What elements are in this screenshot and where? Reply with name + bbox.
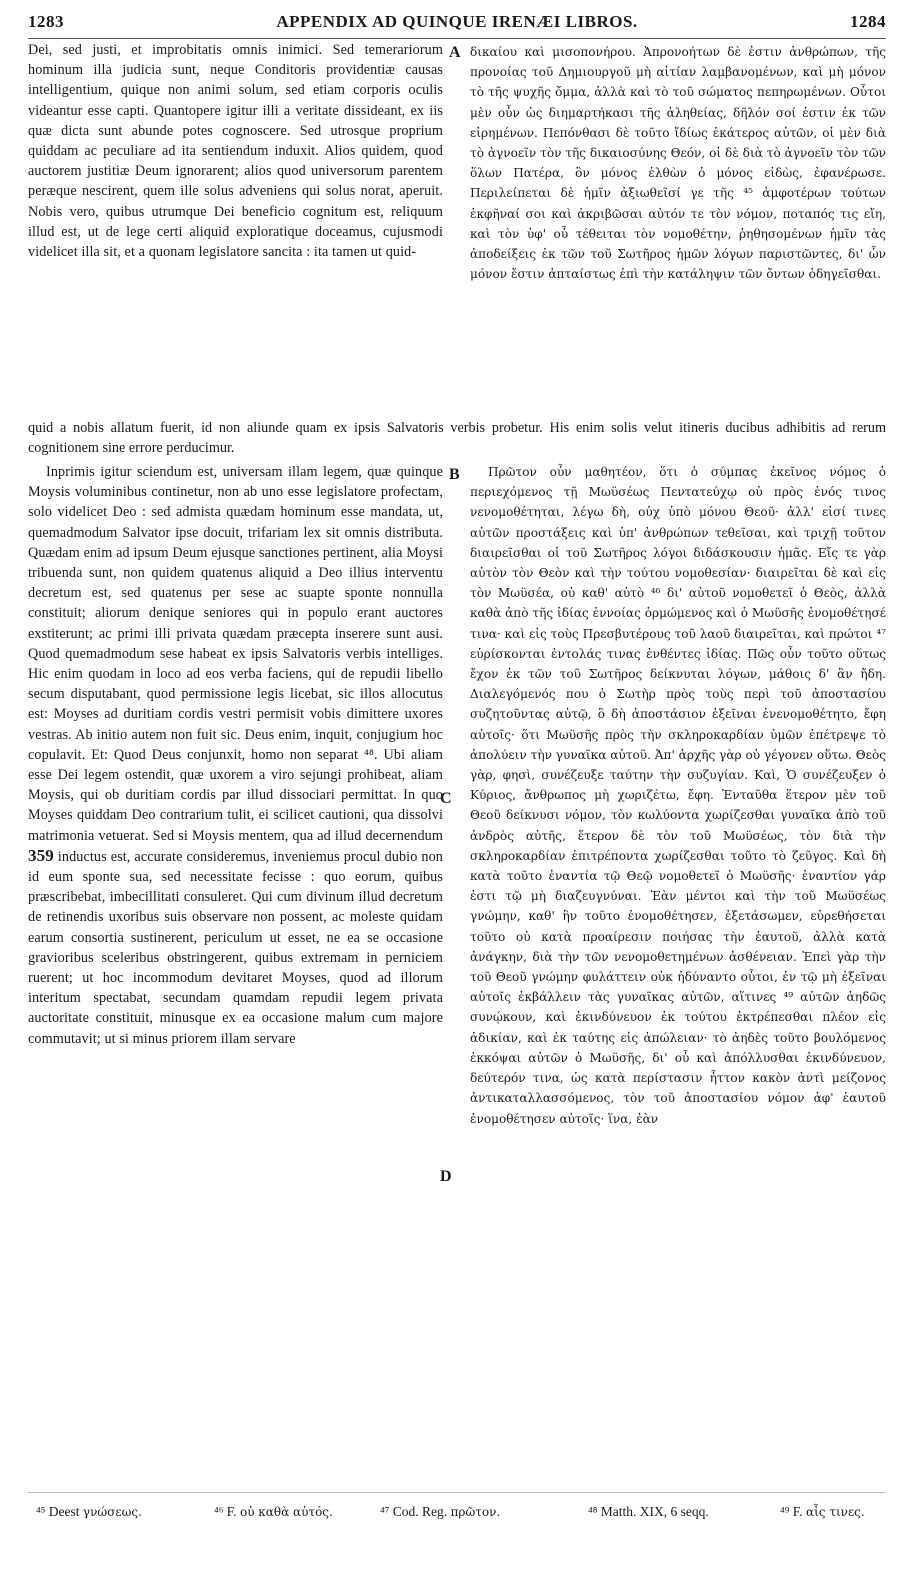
footnote-45-greek: γνώσεως. (82, 1505, 142, 1519)
section-number: 359 (28, 845, 54, 865)
section-marker-c: C (440, 790, 452, 807)
greek-paragraph-a: δικαίου καὶ μισοπονήρου. Ἀπρονοήτων δὲ ἐστιν ἀνθρώπων, τῆς προνοίας τοῦ Δημιουργοῦ μὴ αἰτίαν λαμβανομένων, καὶ μὴ μόνον τὸ τῆς ψυχῆς ὄμμα, ἀλλὰ καὶ τὸ τοῦ σώματος πεπηρωμένων. Οὗτοι μὲν οὖν ὡς διημαρτήκασι τῆς ἀληθείας, δῆλόν σοί ἐστιν ἐκ τῶν εἰρημένων. Πεπόνθασι δὲ τοῦτο ἴδίως ἑκάτερος αὐτῶν, οἱ μὲν διὰ τὸ ἀγνοεῖν τὸν τῆς δικαιοσύνης Θεόν, οἱ δὲ διὰ τὸ ἀγνοεῖν τὸν τῶν ὅλων Πατέρα, ὃν μόνος ἐλθὼν ὁ μόνος εἰδὼς, ἐφανέρωσε. Περιλείπεται δὲ ἡμῖν ἀξιωθεῖσί γε τῆς ⁴⁵ ἀμφοτέρων τούτων ἐκφῆναί σοι καὶ ἀκριβῶσαι αὐτόν τε τὸν νόμον, ποταπός τις εἴη, καὶ τὸν ὑφ' οὗ τέθειται τὸν νομοθέτην, ῥηθησομένων ἡμῖν τὰς ἀποδείξεις ἐκ τῶν τοῦ Σωτῆρος ἡμῶν λόγων παριστῶντες, δι' ὧν μόνον ἔστιν ἀπταίστως ἐπὶ τὴν κατάληψιν τῶν ὄντων ὁδηγεῖσθαι. (470, 45, 886, 282)
footnote-47-label: ⁴⁷ Cod. Reg. (380, 1504, 448, 1519)
greek-column-a (470, 42, 886, 284)
footnote-47-greek: πρῶτον. (450, 1505, 501, 1519)
page-number-right: 1284 (850, 12, 886, 31)
section-marker-b: B (449, 466, 460, 483)
latin-paragraph-a: Dei, sed justi, et improbitatis omnis inimici. Sed temerariorum hominum illa judicia sunt, neque Conditoris providentiæ causas intelligentium, quique non animi solum, sed etiam corporis oculis videantur esse capti. Quantopere igitur illi a veritate dissideant, ex iis quæ dicta sunt abunde potes cognoscere. Sed utrosque proprium quiddam ac peculiare ad ita sentiendum induxit. Alios quidem, quod auctorem justitiæ Deum ignorarent; alios quod universorum parentem peræque nescirent, quem ille solus adveniens qui solus norat, aperuit. Nobis vero, quibus utrumque Dei beneficio cognitum est, reliquum illud est, ut de lege certi aliquid exploratique doceamus, cujusmodi videlicet illa sit, et a quonam legislatore sancita : ita tamen ut quid- (28, 42, 443, 261)
footnote-45-label: ⁴⁵ Deest (36, 1504, 80, 1519)
page-header (28, 8, 886, 36)
full-width-text: quid a nobis allatum fuerit, id non aliunde quam ex ipsis Salvatoris verbis probetur. His enim solis velut itineris ducibus adhibitis ad rerum cognitionem sine errore perducimur. (28, 420, 886, 457)
latin-column-b (28, 462, 443, 1049)
footnote-49-greek: αἷς τινες. (805, 1505, 865, 1519)
footnote-rule (28, 1492, 886, 1493)
footnote-47 (380, 1504, 500, 1520)
footnote-49-label: ⁴⁹ F. (780, 1504, 803, 1519)
greek-paragraph-b: Πρῶτον οὖν μαθητέον, ὅτι ὁ σύμπας ἐκεῖνος νόμος ὁ περιεχόμενος τῇ Μωϋσέως Πεντατεύχῳ οὐ πρὸς ἑνός τινος νενομοθέτηται, λέγω δὴ, οὐχ ὑπὸ μόνου Θεοῦ· ἀλλ' εἰσί τινες αὐτῶν προστάξεις καὶ ὑπ' ἀνθρώπων τεθεῖσαι, καὶ τριχῇ τοῦτον διαιρεῖσθαι οἱ τοῦ Σωτῆρος λόγοι διδάσκουσιν ἡμᾶς. Εἴς τε γὰρ αὐτὸν τὸν Θεὸν καὶ τὴν τούτου νομοθεσίαν· διαιρεῖται δὲ καὶ εἰς τὸν Μωϋσέα, οὐ καθ' αὐτὸ ⁴⁶ δι' αὐτοῦ νομοθετεῖ ὁ Θεὸς, ἀλλὰ καθὰ ἀπὸ τῆς ἰδίας ἐννοίας ὁρμώμενος καὶ ὁ Μωϋσῆς ἐνομοθέτησέ τινα· καὶ εἰς τοὺς Πρεσβυτέρους τοῦ λαοῦ διαιρεῖται, καὶ πρώτοι ⁴⁷ εὑρίσκονται ἐντολάς τινας ἐνθέντες ἰδίας. Πῶς οὖν τοῦτο οὕτως ἔχον ἐκ τῶν τοῦ Σωτῆρος δείκνυται λόγων, μάθοις δ' ἂν ἤδη. Διαλεγόμενός που ὁ Σωτὴρ πρὸς τοὺς περὶ τοῦ ἀποστασίου συζητοῦντας αὐτῷ, ὃ δὴ ἀποστάσιον ἐξεῖναι ἐνενομοθέτητο, ἔφη αὐτοῖς· ὅτι Μωϋσῆς πρὸς τὴν σκληροκαρδίαν ὑμῶν ἐπέτρεψε τὸ ἀπολύειν τὴν γυναῖκα αὐτοῦ. Ἀπ' ἀρχῆς γὰρ οὐ γέγονεν οὕτω. Θεὸς γὰρ, φησὶ, συνέζευξε ταύτην τὴν συζυγίαν. Καὶ, Ὁ συνέζευξεν ὁ Κύριος, ἄνθρωπος μὴ χωριζέτω, ἔφη. Ἐνταῦθα ἕτερον μὲν τοῦ Θεοῦ δείκνυσι νόμον, τὸν κωλύοντα χωρίζεσθαι γυναῖκα ἀπὸ τοῦ ἀνδρὸς αὐτῆς, ἕτερον δὲ τὸν τοῦ Μωϋσέως, τὸν διὰ τὴν σκληροκαρδίαν ἐπιτρέποντα χωρίζεσθαι τοῦτο τὸ ζεῦγος. Καὶ δὴ κατὰ τοῦτο ἐναντία τῷ Θεῷ νομοθετεῖ ὁ Μωϋσῆς· ἐναντίον γάρ ἐστι τῷ μὴ διαζευγνύναι. Ἐὰν μέντοι καὶ τὴν τοῦ Μωϋσέως γνώμην, καθ' ἣν τοῦτο ἐνομοθέτησεν, ἐξετάσωμεν, εὑρεθήσεται τοῦτο οὐ κατὰ προαίρεσιν ποιήσας τὴν ἑαυτοῦ, ἀλλὰ κατὰ ἀνάγκην, διὰ τὴν τῶν νενομοθετημένων ἀσθένειαν. Ἐπεὶ γὰρ τὴν τοῦ Θεοῦ γνώμην φυλάττειν οὐκ ἠδύναντο οὗτοι, ἐν τῷ μὴ ἐξεῖναι αὐτοῖς ἐκβάλλειν τὰς γυναῖκας αὐτῶν, αἵτινες ⁴⁹ αὐτῶν ἀηδῶς συνῴκουν, καὶ ἐκινδύνευον ἐκ τούτου ἐκτρέπεσθαι πλέον εἰς ἀδικίαν, καὶ ἐκ ταύτης εἰς ἀπώλειαν· τὸ ἀηδὲς τοῦτο βουλόμενος ἐκκόψαι αὐτῶν ὁ Μωϋσῆς, δι' οὗ καὶ ἀπόλλυσθαι ἐκινδύνευον, δεύτερόν τινα, ὡς κατὰ περίστασιν ἧττον κακὸν ἀντὶ μείζονος ἀντικαταλλασσόμενος, τὸν τοῦ ἀποστασίου νόμον ἀφ' ἑαυτοῦ ἐνομοθέτησεν αὐτοῖς· ἵνα, ἐὰν (470, 465, 886, 1126)
section-marker-a: A (449, 44, 461, 61)
section-marker-d: D (440, 1168, 452, 1185)
footnote-46-label: ⁴⁶ F. (214, 1504, 237, 1519)
footnote-46 (214, 1504, 333, 1520)
running-title: APPENDIX AD QUINQUE IRENÆI LIBROS. (276, 12, 638, 31)
latin-text-b1: Inprimis igitur sciendum est, universam illam legem, quæ quinque Moysis voluminibus continetur, non ab uno esse legislatore profectam, solo videlicet Deo : sed admista quædam hominum esse mandata, ut, quemadmodum Salvator ipse docuit, trifariam lex sit omnis distributa. Quædam enim ad ipsum Deum ejusque sanctiones pertinent, alia Moysi tribuenda sunt, non quidem quatenus aliquid a Deo illius interventu decretum est, sed quatenus per sese ac suapte sponte nonnulla constituit; aliorum denique seniores qui in populo erant auctores exstiterunt; ac primi illi privata quædam præcepta inserere sunt ausi. Quod quemadmodum sese habeat ex ipsis Salvatoris verbis intelliges. Hic enim quodam in loco ad eos verba faciens, qui de repudii libello secum disputabant, quod permissione legis licebat, sic illos allocutus est: Moyses ad duritiam cordis vestri permisit vobis dimittere uxores vestras. Ab initio autem non fuit sic. Deus enim, inquit, conjugium hoc copulavit. Et: Quod Deus conjunxit, homo non separat ⁴⁸. Ubi aliam esse Dei legem ostendit, quæ uxorem a viro sejungi prohibeat, aliam Moysis, qui ob duritiam cordis par illud dissociari permittat. In quo Moyses quiddam Deo contrarium tulit, ei scilicet cautioni, qua dissolvi matrimonia vetuerat. Sed si Moysis mentem, qua ad illud decernendum (28, 464, 443, 844)
greek-column-b (470, 462, 886, 1129)
footnote-48: ⁴⁸ Matth. XIX, 6 seqq. (588, 1504, 709, 1519)
footnotes (28, 1500, 886, 1524)
footnote-46-greek: οὐ καθὰ αὐτός. (239, 1505, 333, 1519)
footnote-49 (780, 1504, 865, 1520)
latin-paragraph-b (28, 462, 443, 1049)
header-rule (28, 38, 886, 39)
page-number-left: 1283 (28, 12, 64, 31)
latin-text-b2: inductus est, accurate consideremus, inveniemus procul dubio non id eum sponte sua, sed necessitate fecisse : quo eorum, quibus præscribebat, imbecillitati consuleret. Qui cum divinum illud decretum de retinendis uxoribus suis observare non possent, ac moleste quidam earum consortia sustinerent, periculum ut esset, ne ea se occasione gravioribus sceleribus obstringerent, quibus extremam in perniciem ruerent; ut hoc incommodum devitaret Moyses, quod ad illorum interitum spectabat, secundam quamdam repudii legem privata auctoritate constituit, minusque ex ea occasione malum cum majore commutavit; ut si minus priorem illam servare (28, 848, 443, 1047)
footnote-45 (36, 1504, 142, 1520)
latin-column-a (28, 40, 443, 262)
